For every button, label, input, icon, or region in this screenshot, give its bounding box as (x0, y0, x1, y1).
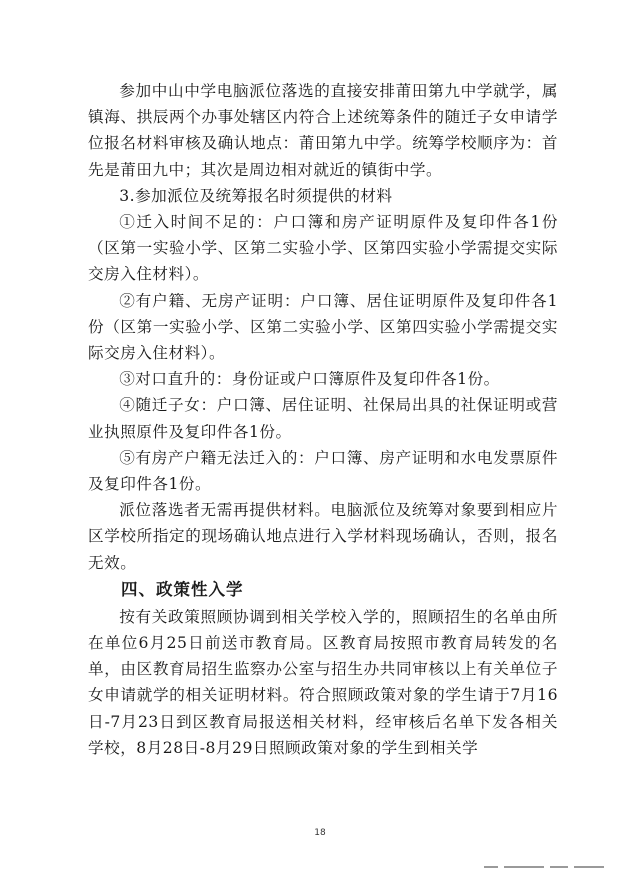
paragraph-item-4: ④随迁子女：户口簿、居住证明、社保局出具的社保证明或营业执照原件及复印件各1份。 (88, 396, 558, 441)
paragraph-assignment-note: 参加中山中学电脑派位落选的直接安排莆田第九中学就学，属镇海、拱辰两个办事处辖区内符合上述统筹条件的随迁子女申请学位报名材料审核及确认地点：莆田第九中学。统筹学校顺序为：首先是莆田九中；其次是周边相对就近的镇街中学。 (88, 82, 558, 179)
document-body (88, 78, 558, 761)
paragraph-item-5: ⑤有房产户籍无法迁入的：户口簿、房产证明和水电发票原件及复印件各1份。 (88, 448, 558, 494)
paragraph-item-2: ②有户籍、无房产证明：户口簿、居住证明原件及复印件各1份（区第一实验小学、区第二实验小学、区第四实验小学需提交实际交房入住材料）。 (88, 291, 558, 363)
paragraph-item-1: ①迁入时间不足的：户口簿和房产证明原件及复印件各1份（区第一实验小学、区第二实验小学、区第四实验小学需提交实际交房入住材料）。 (88, 213, 558, 284)
paragraph-item-3: ③对口直升的：身份证或户口簿原件及复印件各1份。 (119, 370, 500, 389)
page-number: 18 (314, 828, 326, 838)
paragraph-policy-enrollment: 按有关政策照顾协调到相关学校入学的，照顾招生的名单由所在单位6月25日前送市教育局。区教育局按照市教育局转发的名单，由区教育局招生监察办公室与招生办共同审核以上有关单位子女申请就学的相关证明材料。符合照顾政策对象的学生请于7月16日-7月23日到区教育局报送相关材料，经审核后名单下发各相关学校，8月28日-8月29日照顾政策对象的学生到相关学 (88, 607, 558, 757)
section-heading-policy-enrollment: 四、政策性入学 (121, 579, 244, 599)
paragraph-materials-title: 3.参加派位及统筹报名时须提供的材料 (119, 186, 393, 205)
watermark-mark (484, 856, 634, 868)
paragraph-confirmation-note: 派位落选者无需再提供材料。电脑派位及统筹对象要到相应片区学校所指定的现场确认地点进行入学材料现场确认，否则，报名无效。 (88, 501, 558, 572)
